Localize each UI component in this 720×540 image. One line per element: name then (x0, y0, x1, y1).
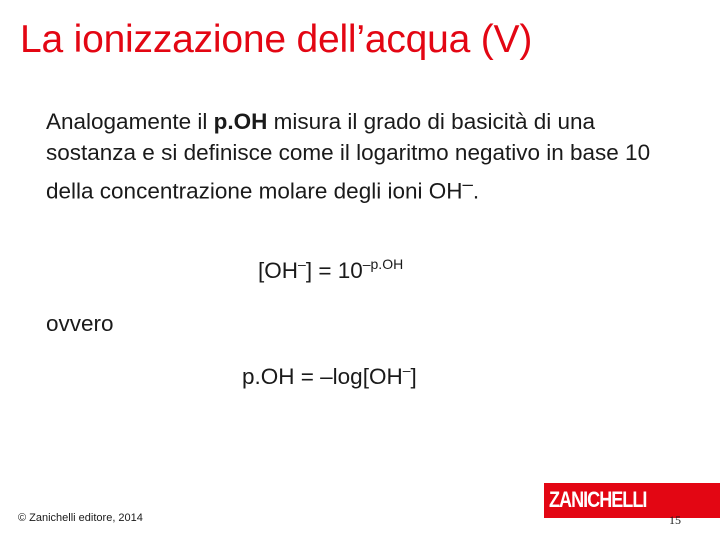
connector-word: ovvero (46, 311, 114, 336)
formula2-charge: – (402, 362, 411, 378)
formula1-lhs-charge: – (298, 256, 306, 272)
zanichelli-logo (544, 483, 720, 518)
paragraph-end: . (472, 178, 480, 204)
paragraph-start: Analogamente il (46, 109, 214, 134)
formula2-end: ] (410, 364, 417, 389)
formula1-rhs: ] = 10 (305, 258, 363, 283)
slide-title: La ionizzazione dell’acqua (V) (20, 18, 533, 61)
poh-term: p.OH (213, 109, 268, 134)
hydroxide-charge: – (462, 173, 473, 194)
logo-text: ZANICHELLI (549, 487, 647, 512)
page-number: 15 (669, 513, 681, 527)
formula1-lhs: [OH (258, 258, 299, 283)
formula2-text: p.OH = –log[OH (242, 364, 403, 389)
formula-poh-definition (242, 362, 417, 390)
paragraph-middle: misura il grado di basicità di una sostanza e si definisce come il logaritmo negativo in base 10 della concentrazione molare degli ioni OH (46, 109, 651, 204)
body-paragraph (46, 106, 686, 207)
formula-hydroxide-concentration (258, 256, 403, 284)
formula1-exponent: –p.OH (362, 256, 404, 272)
copyright-notice: © Zanichelli editore, 2014 (18, 512, 143, 524)
